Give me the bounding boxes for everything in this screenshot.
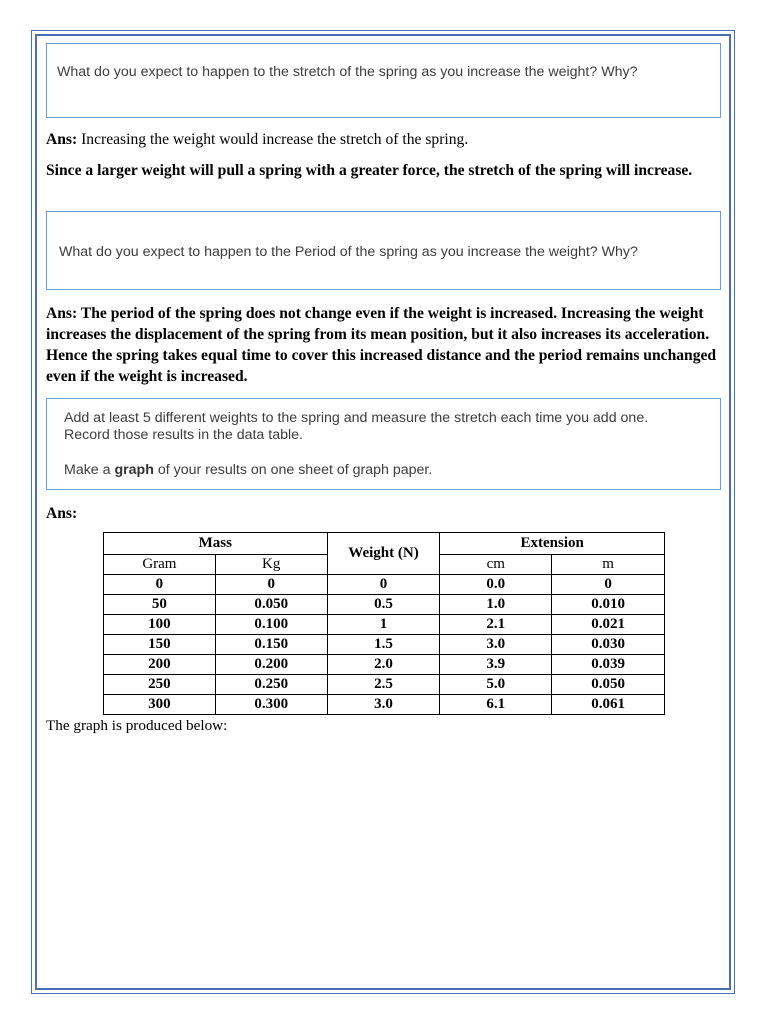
cell-weight: 1.5 bbox=[327, 635, 440, 655]
cell-m: 0.050 bbox=[552, 675, 665, 695]
cell-cm: 1.0 bbox=[440, 595, 552, 615]
cell-cm: 5.0 bbox=[440, 675, 552, 695]
cell-weight: 2.0 bbox=[327, 655, 440, 675]
cell-kg: 0.100 bbox=[215, 615, 327, 635]
cell-weight: 0.5 bbox=[327, 595, 440, 615]
answer-period-text: The period of the spring does not change even if the weight is increased. Increasing the weight increases the displacement of the spring from its mean position, but it also increases its acceleration. Hence the spring takes equal time to cover this increased distance and the period remains unchanged even if the weight is increased. bbox=[46, 305, 717, 385]
header-gram: Gram bbox=[104, 555, 216, 575]
cell-weight: 0 bbox=[327, 575, 440, 595]
question-period-text: What do you expect to happen to the Period of the spring as you increase the weight? Why? bbox=[59, 244, 638, 260]
question-box-data bbox=[46, 398, 721, 490]
cell-m: 0.021 bbox=[552, 615, 665, 635]
cell-weight: 1 bbox=[327, 615, 440, 635]
cell-m: 0.039 bbox=[552, 655, 665, 675]
cell-m: 0.030 bbox=[552, 635, 665, 655]
table-row bbox=[104, 695, 665, 715]
cell-kg: 0 bbox=[215, 575, 327, 595]
answer-stretch-reason: Since a larger weight will pull a spring with a greater force, the stretch of the spring will increase. bbox=[46, 162, 693, 179]
cell-kg: 0.150 bbox=[215, 635, 327, 655]
table-row bbox=[104, 575, 665, 595]
graph-note: The graph is produced below: bbox=[46, 717, 228, 734]
cell-cm: 6.1 bbox=[440, 695, 552, 715]
header-kg: Kg bbox=[215, 555, 327, 575]
data-table bbox=[103, 532, 665, 715]
cell-cm: 3.9 bbox=[440, 655, 552, 675]
answer-period bbox=[46, 303, 722, 387]
answer-stretch-text: Increasing the weight would increase the stretch of the spring. bbox=[81, 131, 469, 148]
header-weight: Weight (N) bbox=[327, 533, 440, 575]
cell-weight: 2.5 bbox=[327, 675, 440, 695]
question-box-period bbox=[46, 211, 721, 290]
cell-cm: 0.0 bbox=[440, 575, 552, 595]
table-row bbox=[104, 675, 665, 695]
cell-gram: 250 bbox=[104, 675, 216, 695]
cell-gram: 200 bbox=[104, 655, 216, 675]
question-graph-instruction bbox=[64, 462, 720, 479]
header-cm: cm bbox=[440, 555, 552, 575]
cell-kg: 0.200 bbox=[215, 655, 327, 675]
cell-m: 0 bbox=[552, 575, 665, 595]
cell-kg: 0.300 bbox=[215, 695, 327, 715]
answer-data-label: Ans: bbox=[46, 505, 78, 522]
answer-label: Ans: bbox=[46, 305, 78, 322]
header-mass: Mass bbox=[104, 533, 328, 555]
answer-label: Ans: bbox=[46, 131, 78, 148]
cell-kg: 0.050 bbox=[215, 595, 327, 615]
graph-instruction-pre: Make a bbox=[64, 462, 115, 478]
question-box-stretch bbox=[46, 43, 721, 118]
cell-kg: 0.250 bbox=[215, 675, 327, 695]
header-m: m bbox=[552, 555, 665, 575]
graph-instruction-post: of your results on one sheet of graph paper. bbox=[153, 462, 433, 478]
question-data-line1: Add at least 5 different weights to the spring and measure the stretch each time you add one. bbox=[64, 410, 649, 426]
table-row bbox=[104, 615, 665, 635]
cell-m: 0.010 bbox=[552, 595, 665, 615]
cell-weight: 3.0 bbox=[327, 695, 440, 715]
table-header-group-row bbox=[104, 533, 665, 555]
table-row bbox=[104, 635, 665, 655]
question-data-line2: Record those results in the data table. bbox=[64, 427, 303, 443]
graph-instruction-bold: graph bbox=[114, 462, 154, 478]
cell-gram: 0 bbox=[104, 575, 216, 595]
cell-m: 0.061 bbox=[552, 695, 665, 715]
cell-cm: 3.0 bbox=[440, 635, 552, 655]
question-stretch-text: What do you expect to happen to the stretch of the spring as you increase the weight? Why? bbox=[57, 64, 638, 80]
cell-cm: 2.1 bbox=[440, 615, 552, 635]
cell-gram: 150 bbox=[104, 635, 216, 655]
cell-gram: 50 bbox=[104, 595, 216, 615]
table-row bbox=[104, 595, 665, 615]
header-extension: Extension bbox=[440, 533, 665, 555]
answer-stretch bbox=[46, 129, 722, 150]
table-row bbox=[104, 655, 665, 675]
cell-gram: 300 bbox=[104, 695, 216, 715]
cell-gram: 100 bbox=[104, 615, 216, 635]
